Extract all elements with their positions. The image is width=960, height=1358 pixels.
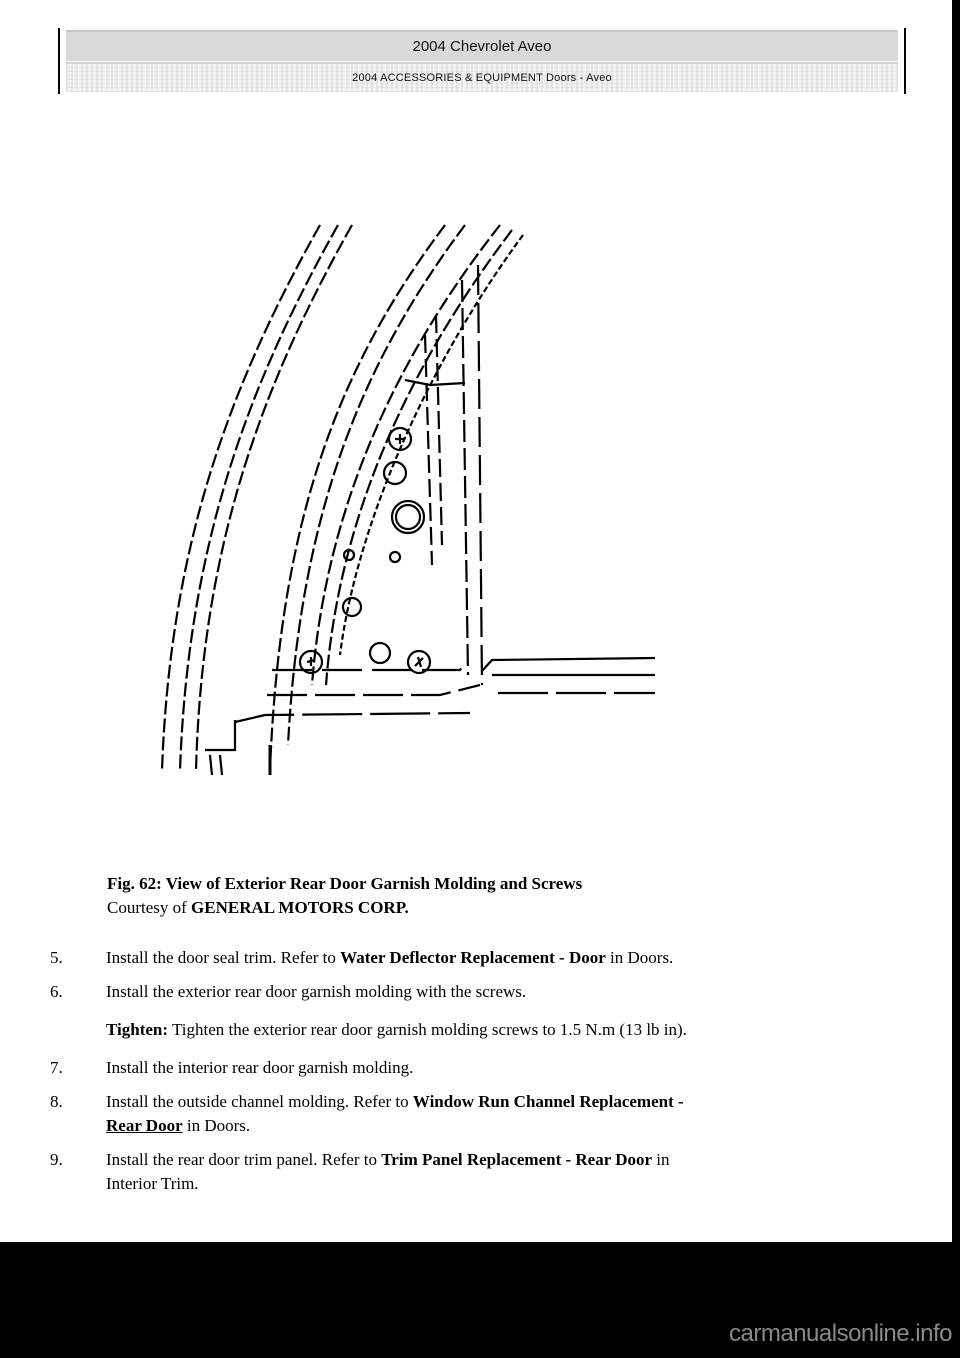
step-text: Install the outside channel molding. Refer to	[106, 1092, 413, 1111]
caption-courtesy-source: GENERAL MOTORS CORP.	[191, 898, 409, 917]
tighten-label: Tighten:	[106, 1020, 169, 1039]
step-6	[50, 980, 910, 1004]
step-text: Install the rear door trim panel. Refer to	[106, 1150, 382, 1169]
door-garnish-molding-figure	[140, 215, 670, 785]
link-trim-panel-replacement[interactable]: Trim Panel Replacement - Rear Door	[381, 1150, 653, 1169]
link-window-run-channel-replacement[interactable]: Window Run Channel Replacement -	[412, 1092, 684, 1111]
vehicle-title: 2004 Chevrolet Aveo	[66, 30, 898, 61]
figure-caption	[107, 872, 582, 920]
caption-courtesy-prefix: Courtesy of	[107, 898, 192, 917]
step-number: 6.	[50, 982, 63, 1001]
page-edge-strip	[952, 0, 960, 1242]
step-suffix: in	[652, 1150, 670, 1169]
step-7	[50, 1056, 910, 1080]
step-text: Install the door seal trim. Refer to	[106, 948, 341, 967]
tighten-spec	[50, 1018, 910, 1042]
step-number: 5.	[50, 948, 63, 967]
procedure-steps	[50, 946, 910, 1206]
step-suffix: in Doors.	[605, 948, 674, 967]
step-9	[50, 1148, 910, 1196]
link-water-deflector-replacement[interactable]: Water Deflector Replacement - Door	[340, 948, 606, 967]
page-header	[58, 28, 906, 94]
link-rear-door[interactable]: Rear Door	[106, 1116, 183, 1135]
step-number: 8.	[50, 1092, 63, 1111]
section-subtitle: 2004 ACCESSORIES & EQUIPMENT Doors - Aveo	[66, 62, 898, 92]
watermark: carmanualsonline.info	[729, 1320, 952, 1347]
step-suffix: in Doors.	[182, 1116, 251, 1135]
caption-figure-title: Fig. 62: View of Exterior Rear Door Garnish Molding and Screws	[107, 874, 583, 893]
step-text: Install the interior rear door garnish molding.	[106, 1058, 414, 1077]
step-text: Install the exterior rear door garnish molding with the screws.	[106, 982, 527, 1001]
step-line2: Interior Trim.	[106, 1174, 199, 1193]
step-8	[50, 1090, 910, 1138]
tighten-text: Tighten the exterior rear door garnish molding screws to 1.5 N.m (13 lb in).	[168, 1020, 687, 1039]
step-number: 7.	[50, 1058, 63, 1077]
step-5	[50, 946, 910, 970]
step-number: 9.	[50, 1150, 63, 1169]
